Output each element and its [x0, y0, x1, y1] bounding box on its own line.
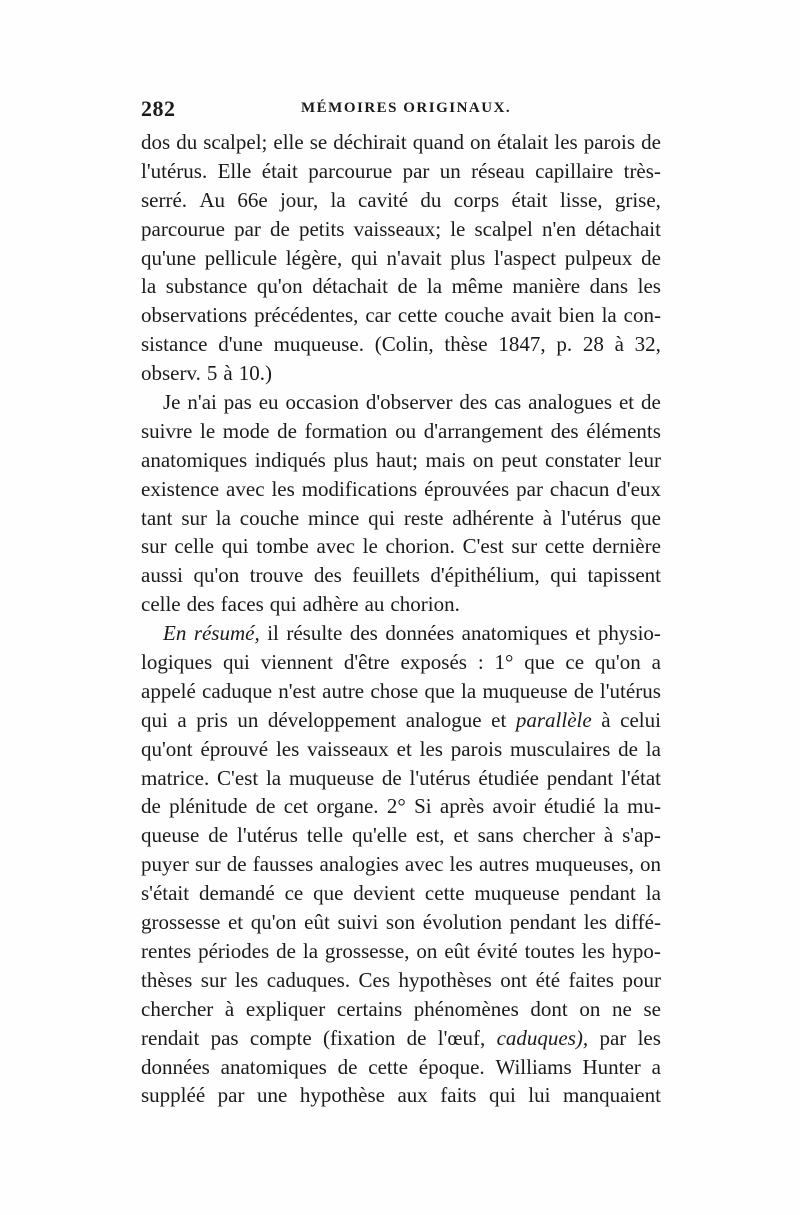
text-line: l'utérus. Elle était parcourue par un réseau capillaire très-: [141, 158, 661, 183]
text-line: aussi qu'on trouve des feuillets d'épithélium, qui tapissent: [141, 563, 661, 588]
text-line: qu'ont éprouvé les vaisseaux et les parois musculaires de la: [141, 736, 661, 761]
text-line: tant sur la couche mince qui reste adhérente à l'utérus que: [141, 505, 661, 530]
text-line: s'était demandé ce que devient cette muqueuse pendant la: [141, 881, 661, 906]
text-line: existence avec les modifications éprouvées par chacun d'eux: [141, 476, 661, 501]
text-line: suivre le mode de formation ou d'arrangement des éléments: [141, 418, 661, 443]
running-head: [141, 96, 661, 124]
text-line: de plénitude de cet organe. 2° Si après avoir étudié la mu-: [141, 794, 661, 819]
text-line: logiques qui viennent d'être exposés : 1° que ce qu'on a: [141, 650, 661, 675]
text-line: dos du scalpel; elle se déchirait quand on étalait les parois de: [141, 130, 661, 154]
text-line: parcourue par de petits vaisseaux; le scalpel n'en détachait: [141, 216, 661, 241]
text-line: matrice. C'est la muqueuse de l'utérus étudiée pendant l'état: [141, 765, 661, 790]
text-line: suppléé par une hypothèse aux faits qui lui manquaient: [141, 1083, 661, 1108]
text-line: observ. 5 à 10.): [141, 361, 272, 386]
text-line: sistance d'une muqueuse. (Colin, thèse 1847, p. 28 à 32,: [141, 332, 661, 357]
page-number: 282: [141, 96, 176, 121]
text-line: grossesse et qu'on eût suivi son évolution pendant les diffé-: [141, 910, 661, 935]
text-line: thèses sur les caduques. Ces hypothèses ont été faites pour: [141, 967, 661, 992]
text-line: celle des faces qui adhère au chorion.: [141, 592, 460, 617]
text-line: serré. Au 66e jour, la cavité du corps était lisse, grise,: [141, 187, 661, 212]
text-line: anatomiques indiqués plus haut; mais on peut constater leur: [141, 447, 661, 472]
text-line: sur celle qui tombe avec le chorion. C'est sur cette dernière: [141, 534, 661, 559]
text-line: queuse de l'utérus telle qu'elle est, et sans chercher à s'ap-: [141, 823, 661, 848]
text-line: la substance qu'on détachait de la même manière dans les: [141, 274, 661, 299]
text-line: observations précédentes, car cette couche avait bien la con-: [141, 303, 661, 328]
text-line: Je n'ai pas eu occasion d'observer des cas analogues et de: [163, 390, 661, 415]
text-line: En résumé, il résulte des données anatomiques et physio-: [163, 621, 661, 646]
body-text: [141, 128, 661, 1110]
running-title: MÉMOIRES ORIGINAUX.: [301, 100, 512, 116]
text-line: qu'une pellicule légère, qui n'avait plus l'aspect pulpeux de: [141, 245, 661, 270]
text-line: appelé caduque n'est autre chose que la muqueuse de l'utérus: [141, 678, 661, 703]
text-line: puyer sur de fausses analogies avec les autres muqueuses, on: [141, 852, 661, 877]
text-line: qui a pris un développement analogue et parallèle à celui: [141, 707, 661, 732]
text-line: rentes périodes de la grossesse, on eût évité toutes les hypo-: [141, 938, 661, 963]
text-line: rendait pas compte (fixation de l'œuf, caduques), par les: [141, 1025, 661, 1050]
text-line: données anatomiques de cette époque. Williams Hunter a: [141, 1054, 661, 1079]
text-line: chercher à expliquer certains phénomènes dont on ne se: [141, 996, 661, 1021]
